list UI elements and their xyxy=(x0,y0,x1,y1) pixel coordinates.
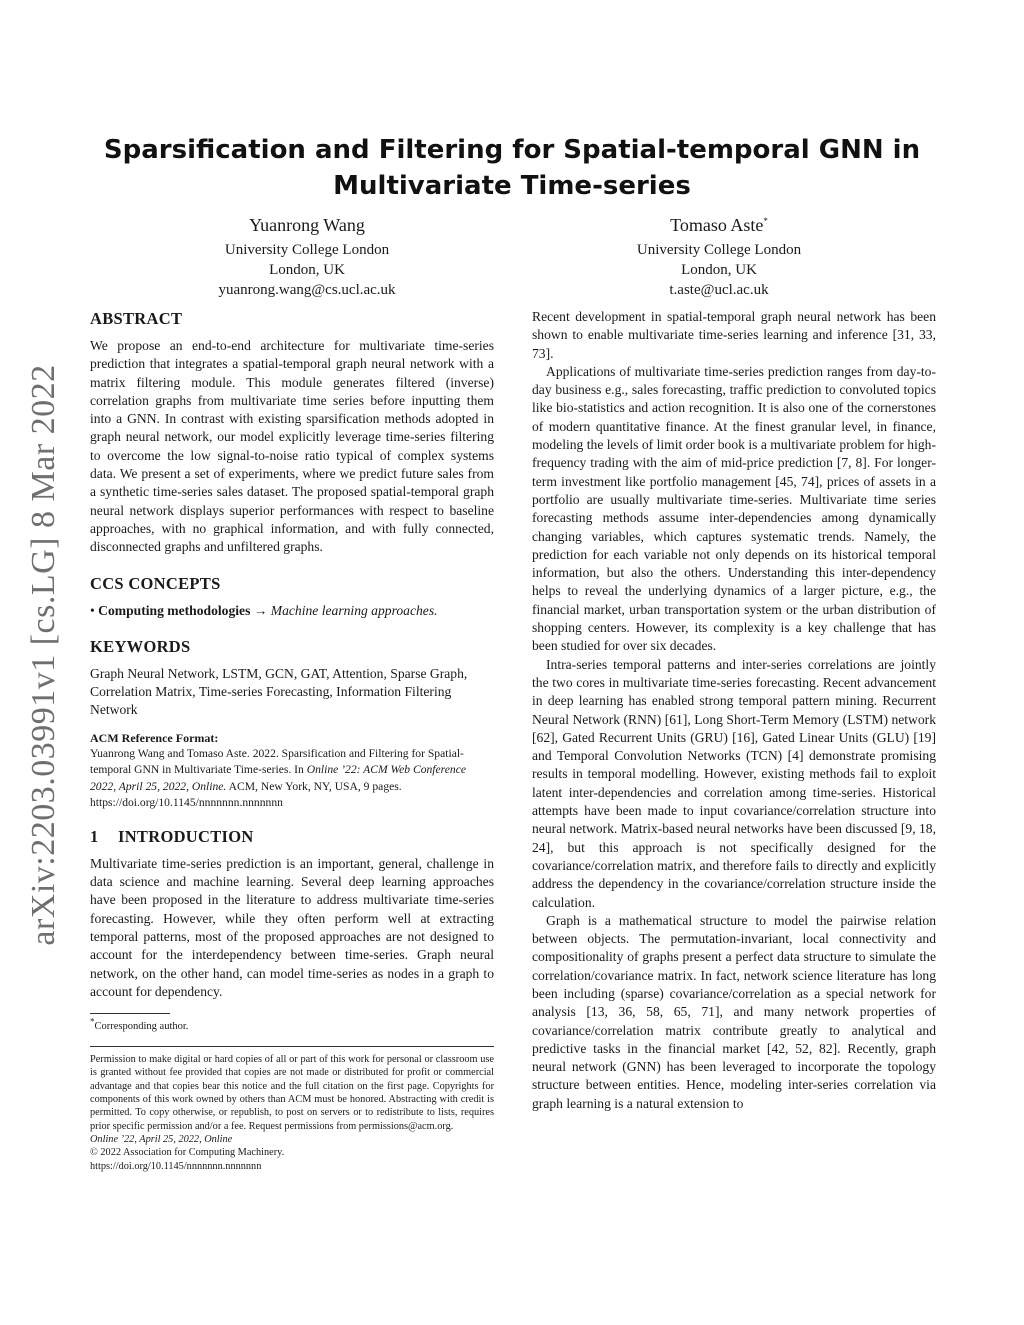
permission-notice: Permission to make digital or hard copies of all or part of this work for personal or classroom use is granted without fee provided that copies are not made or distributed for profit or commercial advantage and that copies bear this notice and the full citation on the first page. Copyrights for components of this work owned by others than ACM must be honored. Abstracting with credit is permitted. To copy otherwise, or republish, to post on servers or to redistribute to lists, requires prior specific permission and/or a fee. Request permissions from permissions@acm.org. xyxy=(90,1054,494,1132)
ccs-heading: CCS CONCEPTS xyxy=(90,573,221,593)
introduction-section xyxy=(90,826,494,1001)
author-location: London, UK xyxy=(681,262,757,278)
ccs-arrow: → xyxy=(253,602,268,618)
abstract-section xyxy=(90,308,494,557)
footnote: *Corresponding author. xyxy=(90,1016,189,1033)
footnote-divider xyxy=(90,1013,170,1014)
keywords-section xyxy=(90,636,494,720)
ccs-concept: Computing methodologies xyxy=(98,602,251,618)
right-column xyxy=(532,308,936,1113)
introduction-heading: 1 INTRODUCTION xyxy=(90,826,254,846)
author-name: Yuanrong Wang xyxy=(249,215,365,235)
author-location: London, UK xyxy=(269,262,345,278)
arxiv-identifier: arXiv:2203.03991v1 [cs.LG] 8 Mar 2022 xyxy=(25,364,62,946)
author-affiliation: University College London xyxy=(636,242,802,258)
left-column xyxy=(90,308,494,1173)
acm-reference-section xyxy=(90,730,494,812)
author-block-2 xyxy=(554,212,884,300)
introduction-paragraph: Multivariate time-series prediction is an important, general, challenge in data science and machine learning. Several deep learning approaches have been proposed in the literature to address multivariate time-series forecasting. However, while they often perform well at extracting temporal patterns, most of the proposed approaches are not designed to account for the interdependency between time-series. Graph neural network, on the other hand, can model time-series as nodes in a graph to account for dependency. xyxy=(90,855,494,999)
author-name: Tomaso Aste* xyxy=(670,215,768,235)
ccs-subconcept: Machine learning approaches. xyxy=(270,602,438,618)
author-affiliation: University College London xyxy=(224,242,390,258)
permission-divider xyxy=(90,1046,494,1047)
acm-reference-heading: ACM Reference Format: xyxy=(90,730,219,745)
paper-title: Sparsification and Filtering for Spatial-temporal GNN in Multivariate Time-series xyxy=(103,135,921,201)
corresponding-marker: * xyxy=(763,216,768,226)
ccs-section xyxy=(90,573,494,620)
paragraph: Graph is a mathematical structure to model the pairwise relation between objects. The permutation-invariant, local connectivity and compositionality of graphs present a perfect data structure to simulate the correlation/covariance matrix. In fact, network science literature has long been including (sparse) covariance/correlation as a special network for analysis [13, 36, 58, 65, 71], and many network properties of covariance/correlation matrix contribute greatly to analytical and predictive tasks in the financial market [42, 52, 82]. Recently, graph neural network (GNN) has been leveraged to incorporate the topology structure between entities. Hence, modeling inter-series correlation via graph learning is a natural extension to xyxy=(532,912,936,1111)
keywords-heading: KEYWORDS xyxy=(90,636,191,656)
abstract-heading: ABSTRACT xyxy=(90,309,183,328)
ccs-concept-line xyxy=(90,602,494,620)
keywords-text: Graph Neural Network, LSTM, GCN, GAT, Attention, Sparse Graph, Correlation Matrix, Time-series Forecasting, Information Filtering Network xyxy=(90,665,468,718)
copyright-notice: © 2022 Association for Computing Machinery. xyxy=(90,1147,285,1159)
abstract-text: We propose an end-to-end architecture for multivariate time-series prediction that integrates a spatial-temporal graph neural network with a matrix filtering module. This module generates filtered (inverse) correlation graphs from multivariate time series before inputting them into a GNN. In contrast with existing sparsification methods adopted in graph neural network, our model explicitly leverage time-series filtering to overcome the low signal-to-noise ratio typical of complex systems data. We present a set of experiments, where we predict future sales from a synthetic time-series sales dataset. The proposed spatial-temporal graph neural network displays superior performances with respect to baseline approaches, with no graphical information, and with fully connected, disconnected graphs and unfiltered graphs. xyxy=(90,338,494,555)
conference-info: Online ’22, April 25, 2022, Online xyxy=(90,1133,233,1145)
author-email[interactable]: yuanrong.wang@cs.ucl.ac.uk xyxy=(218,282,396,298)
acm-reference-venue: Online ’22: ACM Web Conference 2022, April 25, 2022, Online. xyxy=(90,763,466,793)
doi-link[interactable]: https://doi.org/10.1145/nnnnnnn.nnnnnnn xyxy=(90,1160,262,1172)
author-email[interactable]: t.aste@ucl.ac.uk xyxy=(669,282,769,298)
paragraph: Intra-series temporal patterns and inter-series correlations are jointly the two cores in multivariate time-series forecasting. Recent advancement in deep learning has enabled strong temporal pattern mining. Recurrent Neural Network (RNN) [61], Long Short-Term Memory (LSTM) network [62], Gated Recurrent Units (GRU) [16], Gated Linear Units (GLU) [19] and Temporal Convolution Networks (TCN) [4] demonstrate promising results in temporal modelling. However, existing methods fail to exploit latent inter-dependencies and correlation among time-series. Historical attempts have been made to input covariance/correlation structure into neural network. Matrix-based neural networks have been discussed [9, 18, 24], but this approach is not specifically designed for the covariance/correlation matrix, and therefore fails to directly and explicitly address the dependency in the covariance/correlation structure inside the calculation. xyxy=(532,656,936,910)
paragraph: Recent development in spatial-temporal graph neural network has been shown to enable multivariate time-series learning and inference [31, 33, 73]. xyxy=(532,309,936,361)
author-block-1 xyxy=(142,212,472,300)
paragraph: Applications of multivariate time-series prediction ranges from day-to-day business e.g., sales forecasting, traffic prediction to convoluted topics like bio-statistics and action recognition. It is also one of the cornerstones of modern quantitative finance. At the finest granular level, in finance, modeling the levels of limit order book is a multivariate problem for high-frequency trading with the aim of mid-price prediction [7, 8]. For longer-term investment like portfolio management [45, 74], prices of assets in a portfolio are usually multivariate time-series. Multivariate time series forecasting methods assume inter-dependencies among dynamically changing variables, which captures systematic trends. Namely, the prediction for each variable not only depends on its historical temporal information, but also the others. Understanding this inter-dependency helps to reveal the underlying dynamics of a larger picture, e.g., the financial market, urban transportation system or the urban distribution of shopping centers. However, its complexity is a key challenge that has been studied for over six decades. xyxy=(532,363,936,654)
acm-reference-text: Yuanrong Wang and Tomaso Aste. 2022. Sparsification and Filtering for Spatial-temporal GNN in Multivariate Time-series. In Online ’22: ACM Web Conference 2022, April 25, 2022, Online. ACM, New York, NY, USA, 9 pages. https://doi.org/10.1145/nnnnnnn.nnnnnnn xyxy=(90,746,466,810)
ccs-bullet: • xyxy=(90,602,95,618)
